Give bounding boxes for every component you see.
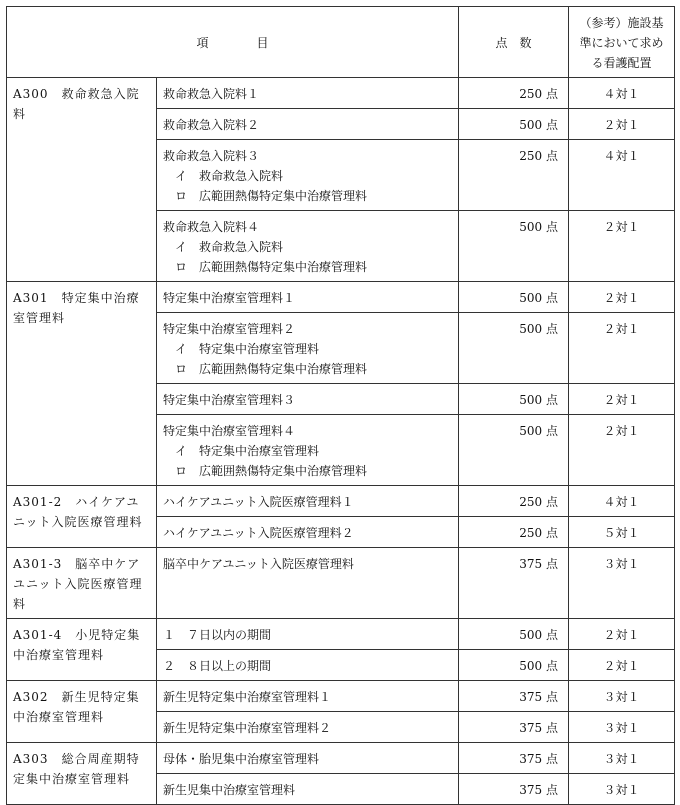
points-cell: 500 点 <box>459 384 569 415</box>
nurse-ratio-cell: ３対１ <box>569 774 675 805</box>
category-cell: A303 総合周産期特定集中治療室管理料 <box>7 743 157 805</box>
item-cell <box>157 650 459 681</box>
category-cell: A301-4 小児特定集中治療室管理料 <box>7 619 157 681</box>
sub-item-label: ロ 広範囲熱傷特定集中治療管理料 <box>175 362 368 376</box>
table-row <box>7 486 675 517</box>
nurse-ratio-cell: ２対１ <box>569 313 675 384</box>
item-cell <box>157 313 459 384</box>
table-row <box>7 681 675 712</box>
header-row <box>7 7 675 78</box>
item-cell <box>157 743 459 774</box>
item-cell <box>157 486 459 517</box>
points-cell: 375 点 <box>459 774 569 805</box>
nurse-ratio-cell: ２対１ <box>569 109 675 140</box>
item-cell <box>157 548 459 619</box>
category-cell: A301 特定集中治療室管理料 <box>7 282 157 486</box>
fee-table <box>6 6 675 805</box>
item-cell <box>157 211 459 282</box>
item-cell <box>157 774 459 805</box>
sub-item-label: ロ 広範囲熱傷特定集中治療管理料 <box>175 260 368 274</box>
table-row <box>7 548 675 619</box>
header-reference: （参考）施設基準において求める看護配置 <box>569 7 675 78</box>
table-body <box>7 78 675 805</box>
item-label: ハイケアユニット入院医療管理料２ <box>163 526 354 540</box>
nurse-ratio-cell: ４対１ <box>569 486 675 517</box>
item-label: ２ ８日以上の期間 <box>163 659 272 673</box>
nurse-ratio-cell: ２対１ <box>569 619 675 650</box>
nurse-ratio-cell: ２対１ <box>569 650 675 681</box>
nurse-ratio-cell: ４対１ <box>569 78 675 109</box>
sub-item-label: イ 救命救急入院料 <box>175 240 284 254</box>
item-label: １ ７日以内の期間 <box>163 628 272 642</box>
item-label: ハイケアユニット入院医療管理料１ <box>163 495 354 509</box>
table-row <box>7 282 675 313</box>
item-label: 救命救急入院料２ <box>163 118 260 132</box>
points-cell: 500 点 <box>459 211 569 282</box>
item-cell <box>157 681 459 712</box>
nurse-ratio-cell: ３対１ <box>569 712 675 743</box>
header-item: 項 目 <box>7 7 459 78</box>
nurse-ratio-cell: ２対１ <box>569 211 675 282</box>
item-label: 特定集中治療室管理料１ <box>163 291 296 305</box>
item-cell <box>157 140 459 211</box>
nurse-ratio-cell: ３対１ <box>569 743 675 774</box>
item-cell <box>157 712 459 743</box>
category-cell: A300 救命救急入院料 <box>7 78 157 282</box>
category-cell: A301-3 脳卒中ケアユニット入院医療管理料 <box>7 548 157 619</box>
item-cell <box>157 282 459 313</box>
sub-item-label: イ 救命救急入院料 <box>175 169 284 183</box>
nurse-ratio-cell: ２対１ <box>569 282 675 313</box>
item-cell <box>157 517 459 548</box>
nurse-ratio-cell: ３対１ <box>569 548 675 619</box>
points-cell: 250 点 <box>459 78 569 109</box>
table-row <box>7 619 675 650</box>
category-cell: A302 新生児特定集中治療室管理料 <box>7 681 157 743</box>
points-cell: 375 点 <box>459 681 569 712</box>
item-label: 特定集中治療室管理料２ <box>163 322 296 336</box>
nurse-ratio-cell: ３対１ <box>569 681 675 712</box>
sub-item-label: イ 特定集中治療室管理料 <box>175 444 320 458</box>
item-label: 母体・胎児集中治療室管理料 <box>163 752 320 766</box>
points-cell: 500 点 <box>459 619 569 650</box>
points-cell: 500 点 <box>459 415 569 486</box>
nurse-ratio-cell: ５対１ <box>569 517 675 548</box>
table-row <box>7 78 675 109</box>
item-cell <box>157 78 459 109</box>
item-label: 新生児特定集中治療室管理料１ <box>163 690 332 704</box>
table-row <box>7 743 675 774</box>
points-cell: 500 点 <box>459 109 569 140</box>
item-label: 救命救急入院料１ <box>163 87 260 101</box>
item-label: 新生児集中治療室管理料 <box>163 783 296 797</box>
item-cell <box>157 415 459 486</box>
nurse-ratio-cell: ２対１ <box>569 415 675 486</box>
sub-item-label: ロ 広範囲熱傷特定集中治療管理料 <box>175 464 368 478</box>
item-cell <box>157 619 459 650</box>
points-cell: 250 点 <box>459 486 569 517</box>
nurse-ratio-cell: ４対１ <box>569 140 675 211</box>
item-label: 救命救急入院料３ <box>163 149 260 163</box>
points-cell: 250 点 <box>459 140 569 211</box>
points-cell: 375 点 <box>459 743 569 774</box>
points-cell: 500 点 <box>459 313 569 384</box>
points-cell: 500 点 <box>459 282 569 313</box>
item-label: 特定集中治療室管理料３ <box>163 393 296 407</box>
item-cell <box>157 384 459 415</box>
category-cell: A301-2 ハイケアユニット入院医療管理料 <box>7 486 157 548</box>
sub-item-label: イ 特定集中治療室管理料 <box>175 342 320 356</box>
item-label: 新生児特定集中治療室管理料２ <box>163 721 332 735</box>
points-cell: 375 点 <box>459 712 569 743</box>
header-points: 点 数 <box>459 7 569 78</box>
item-cell <box>157 109 459 140</box>
points-cell: 250 点 <box>459 517 569 548</box>
points-cell: 500 点 <box>459 650 569 681</box>
sub-item-label: ロ 広範囲熱傷特定集中治療管理料 <box>175 189 368 203</box>
nurse-ratio-cell: ２対１ <box>569 384 675 415</box>
item-label: 救命救急入院料４ <box>163 220 260 234</box>
points-cell: 375 点 <box>459 548 569 619</box>
item-label: 脳卒中ケアユニット入院医療管理料 <box>163 557 354 571</box>
item-label: 特定集中治療室管理料４ <box>163 424 296 438</box>
